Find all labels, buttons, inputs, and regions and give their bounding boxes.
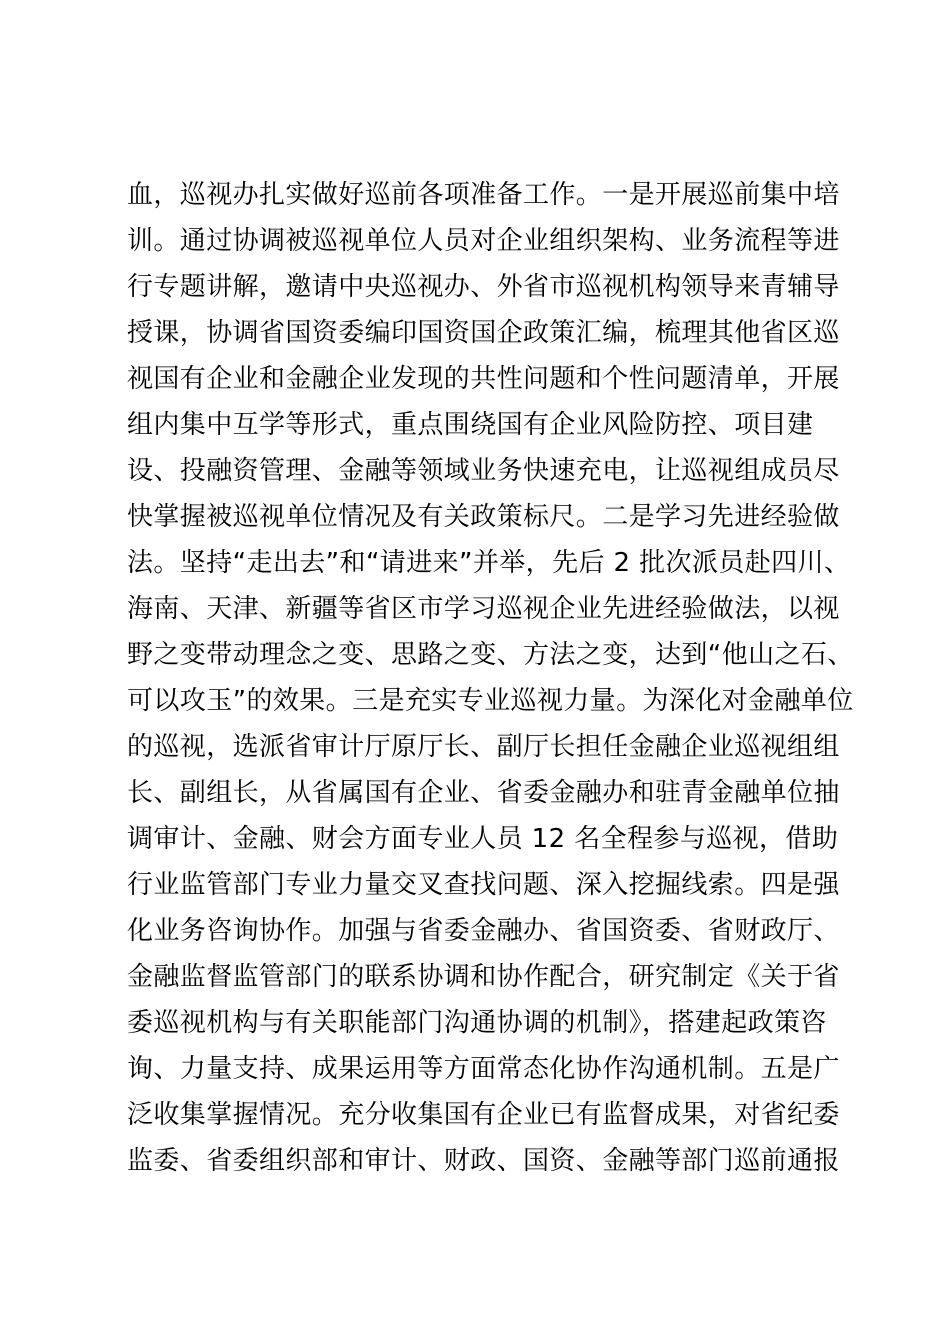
text-line: 长、副组长，从省属国有企业、省委金融办和驻青金融单位抽 (127, 778, 840, 808)
text-line: 调审计、金融、财会方面专业人员 12 名全程参与巡视，借助 (127, 824, 839, 854)
text-line: 泛收集掌握情况。充分收集国有企业已有监督成果，对省纪委 (127, 1100, 840, 1130)
text-line: 设、投融资管理、金融等领域业务快速充电，让巡视组成员尽 (127, 456, 840, 486)
text-line: 监委、省委组织部和审计、财政、国资、金融等部门巡前通报 (127, 1146, 840, 1176)
text-line: 法。坚持“走出去”和“请进来”并举，先后 2 批次派员赴四川、 (127, 548, 851, 578)
text-line: 血，巡视办扎实做好巡前各项准备工作。一是开展巡前集中培 (127, 180, 840, 210)
text-line: 询、力量支持、成果运用等方面常态化协作沟通机制。五是广 (127, 1054, 840, 1084)
text-line: 野之变带动理念之变、思路之变、方法之变，达到“他山之石、 (127, 640, 854, 670)
text-line: 授课，协调省国资委编印国资国企政策汇编，梳理其他省区巡 (127, 318, 840, 348)
text-line: 组内集中互学等形式，重点围绕国有企业风险防控、项目建 (127, 410, 814, 440)
text-line: 快掌握被巡视单位情况及有关政策标尺。二是学习先进经验做 (127, 502, 840, 532)
text-line: 训。通过协调被巡视单位人员对企业组织架构、业务流程等进 (127, 226, 840, 256)
text-line: 海南、天津、新疆等省区市学习巡视企业先进经验做法，以视 (127, 594, 840, 624)
text-line: 视国有企业和金融企业发现的共性问题和个性问题清单，开展 (127, 364, 840, 394)
body-paragraph (127, 172, 854, 1184)
text-line: 委巡视机构与有关职能部门沟通协调的机制》，搭建起政策咨 (127, 1008, 827, 1038)
text-line: 化业务咨询协作。加强与省委金融办、省国资委、省财政厅、 (127, 916, 840, 946)
text-line: 金融监督监管部门的联系协调和协作配合，研究制定《关于省 (127, 962, 840, 992)
text-line: 行业监管部门专业力量交叉查找问题、深入挖掘线索。四是强 (127, 870, 840, 900)
text-line: 的巡视，选派省审计厅原厅长、副厅长担任金融企业巡视组组 (127, 732, 840, 762)
text-line: 行专题讲解，邀请中央巡视办、外省市巡视机构领导来青辅导 (127, 272, 840, 302)
text-line: 可以攻玉”的效果。三是充实专业巡视力量。为深化对金融单位 (127, 686, 854, 716)
